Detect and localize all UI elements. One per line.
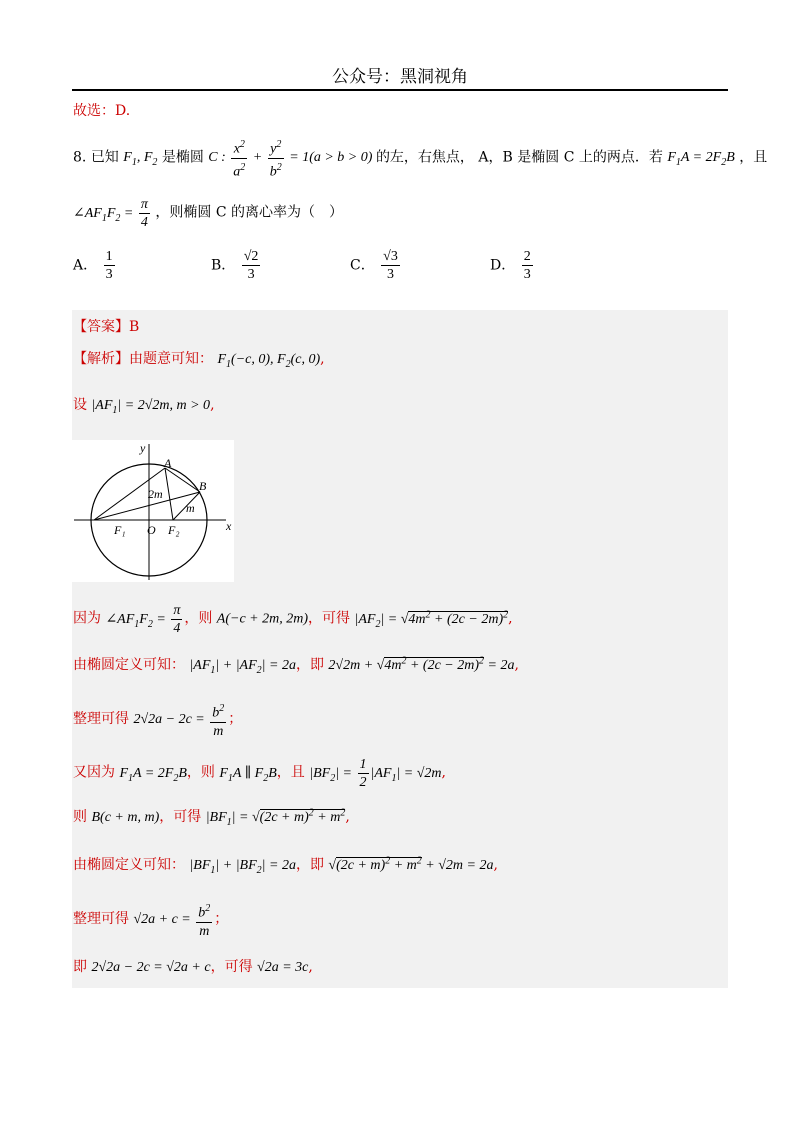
label-b: B [199,479,207,493]
option-a-numerator: 1 [105,249,113,264]
math-def-sum-b: $|BF_1| + |BF_2| = 2a$ [189,858,296,876]
math-equate: 2√2a − 2c = √2a + c [91,960,211,975]
math-vector-relation: $F_1A = 2F_2B$ [667,150,735,169]
math-def-sum-a-expanded: $2√2m + √4m^2 + (2c - 2m)^2 = 2a$ [328,655,515,673]
option-a-label: A． [73,257,98,274]
ellipse-figure [72,440,234,582]
option-d-label: D． [490,257,516,274]
label-f2: F₂ [168,523,180,537]
simplify-line-1: 整理可得 2√2a − 2c = $\frac{b^2}{m}$ ； [73,700,242,740]
question-text-are: 是椭圆 [161,149,204,166]
answer-line [73,316,139,336]
previous-answer: 故选：D. [73,103,131,119]
label-x: x [226,519,232,533]
label-2m: 2m [148,487,163,501]
segment-f1-b [94,492,200,520]
definition-text-2: 由椭圆定义可知： [73,857,185,873]
math-result: √2a = 3c [257,960,309,975]
math-bf1: $|BF_1| = √(2c + m)^2 + m^2$ [205,807,346,828]
option-c-label: C． [350,257,375,274]
header-rule [72,89,728,91]
definition-line-2: 由椭圆定义可知： $|BF_1| + |BF_2| = 2a$，即 $√(2c + m)^2 + m^2 + √2m = 2a$, [73,855,498,876]
then-parallel-text: ，则 [186,764,215,781]
math-simplify-2: √2a + c = $\frac{b^2}{m}$ [133,912,214,927]
answer-value: B [129,319,140,335]
math-vector-relation-2: $F_1A = 2F_2B$ [119,765,187,784]
definition-text-1: 由椭圆定义可知： [73,657,185,673]
question-text-then: ，则椭圆 C 的离心率为（ ） [155,204,343,221]
can-get-text: ，可得 [308,610,351,627]
analysis-text: 由题意可知： [129,351,213,367]
definition-line-1: 由椭圆定义可知： $|AF_1| + |AF_2| = 2a$，即 $2√2m + √4m^2 + (2c - 2m)^2 = 2a$, [73,655,519,676]
label-a: A [164,456,172,470]
then-a-text: ，则 [184,610,213,627]
question-text-known: 已知 [90,149,119,166]
also-because-text: 又因为 [73,764,115,781]
math-angle-condition: $\angle AF_1F_2$ = $\frac{\pi}{4}$ [73,197,148,230]
option-a [73,248,117,283]
question-line-2 [73,196,343,232]
can-get-text-3: ，可得 [210,959,253,975]
simplify-text-2: 整理可得 [73,911,129,928]
segment-a-b [165,468,200,492]
question-text-left-right: 的左，右焦点， [375,149,474,166]
option-b-label: B． [211,257,236,274]
option-c [350,248,402,283]
math-simplify-1: 2√2a − 2c = $\frac{b^2}{m}$ [133,712,228,727]
option-d [490,248,535,283]
then-ze-text: 则 [73,809,87,825]
question-line-1 [73,136,767,180]
ji-text-3: 即 [73,959,87,975]
option-c-numerator: √3 [383,249,398,264]
segment-a-f2 [165,468,173,520]
option-b-denominator: 3 [247,267,255,282]
math-bf2: $|BF_2|$ = $\frac{1}{2}$ $|AF_1| = √2m$ [309,757,442,790]
label-m: m [186,501,195,515]
simplify-line-2: 整理可得 √2a + c = $\frac{b^2}{m}$ ； [73,900,228,940]
ji-text-1: ，即 [295,657,324,673]
math-angle: $\angle AF_1F_2$ = $\frac{\pi}{4}$ [105,603,181,636]
set-text: 设 [73,397,87,413]
question-number: 8. [73,149,87,166]
can-get-text-2: ，可得 [159,809,202,825]
final-line: 即 2√2a − 2c = √2a + c，可得 √2a = 3c, [73,959,313,975]
option-b-numerator: √2 [243,249,259,264]
answer-tag: 【答案】 [73,319,129,335]
math-ellipse-equation: C : $\frac{x^2}{a^2}$ + $\frac{y^2}{b^2}$ = 1(a > b > 0) [208,150,376,165]
set-line: 设 $|AF_1| = 2√2m$, m > 0, [73,397,215,416]
option-d-denominator: 3 [523,267,531,282]
page-header-title: 公众号：黑洞视角 [332,67,468,87]
math-parallel: $F_1A$ ∥ $F_2B$ [219,765,277,784]
ellipse-diagram [72,440,234,582]
because-text: 因为 [73,610,101,627]
simplify-text-1: 整理可得 [73,711,129,728]
question-text-ab: A，B 是椭圆 C 上的两点．若 [478,149,663,166]
math-af2: $|AF_2| = √4m^2 + (2c - 2m)^2$ [354,609,509,630]
and-qie-text: ，且 [276,764,305,781]
analysis-tag: 【解析】 [73,351,129,367]
label-o: O [147,523,156,537]
option-b [211,248,262,283]
option-c-denominator: 3 [387,267,395,282]
math-point-b: B(c + m, m) [91,810,160,825]
math-f1-f2: $F_1$, $F_2$ [123,150,158,169]
math-point-a: A(−c + 2m, 2m) [216,611,309,627]
math-foci-coordinates: $F_1(-c$, 0), $F_2(c$, 0) [217,352,321,370]
ji-text-2: ，即 [295,857,324,873]
label-y: y [140,441,146,455]
option-a-denominator: 3 [105,267,113,282]
math-def-sum-b-expanded: $√(2c + m)^2 + m^2 + √2m = 2a$ [328,855,494,873]
question-text-and: ，且 [739,149,768,166]
then-b-line: 则 B(c + m, m)，可得 $|BF_1| = √(2c + m)^2 + m^2$, [73,807,350,828]
math-af1-setting: $|AF_1| = 2√2m$, m > 0 [91,398,211,416]
math-def-sum-a: $|AF_1| + |AF_2| = 2a$ [189,658,296,676]
also-because-line: 又因为 $F_1A = 2F_2B$，则 $F_1A$ ∥ $F_2B$，且 $|BF_2|$ = $\frac{1}{2}$ $|AF_1| = √2m$, [73,757,446,790]
analysis-line: 【解析】由题意可知： $F_1(-c$, 0), $F_2(c$, 0), [73,351,325,370]
option-d-numerator: 2 [523,249,531,264]
label-f1: F₁ [114,523,126,537]
because-line: 因为 $\angle AF_1F_2$ = $\frac{\pi}{4}$ ，则 A(−c + 2m, 2m)，可得 $|AF_2| = √4m^2 + (2c - 2m)^2$, [73,603,513,636]
